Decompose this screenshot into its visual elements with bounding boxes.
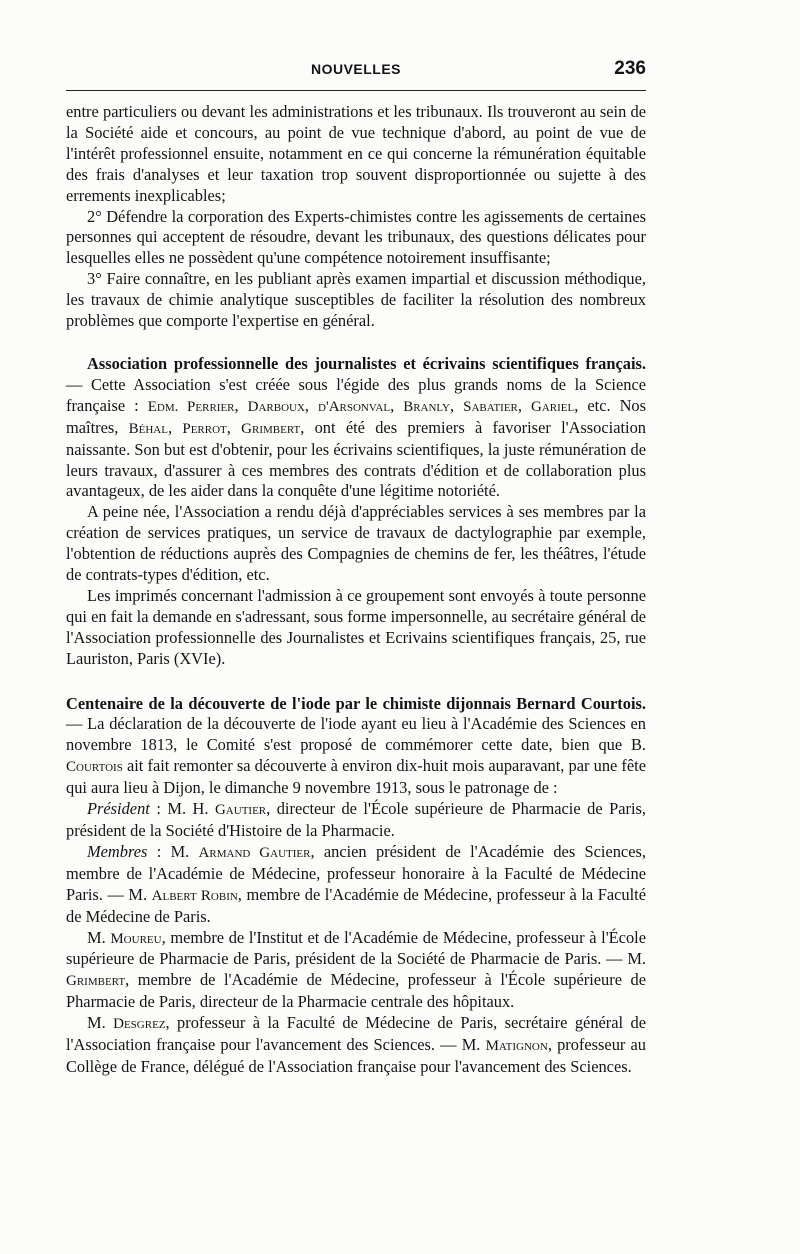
separator: , <box>234 395 248 415</box>
author-name: Moureu <box>110 930 162 947</box>
author-name: Perrot <box>182 420 227 437</box>
author-name: Edm. Perrier <box>147 398 235 415</box>
running-title: NOUVELLES <box>310 61 402 77</box>
separator: , <box>167 417 183 437</box>
moureu-paragraph <box>66 928 646 1014</box>
intro-paragraph-3: 3° Faire connaître, en les publiant après examen impartial et discussion méthodique, les travaux de chimie analytique susceptibles de faciliter la résolution des nombreux problèmes que comporte l'expertise en général. <box>66 269 646 331</box>
author-name: Gautier <box>214 802 267 819</box>
author-name: Albert Robin <box>151 887 238 904</box>
author-name: Gariel <box>531 398 575 415</box>
president-paragraph <box>66 799 646 842</box>
association-paragraph-2: A peine née, l'Association a rendu déjà d'appréciables services à ses membres par la création de services pratiques, un service de travaux de dactylographie par exemple, l'obtention de réductions auprès des Compagnies de chemins de fer, les théâtres, l'étude de contrats-types d'édition, etc. <box>66 502 646 585</box>
author-name: Darboux <box>247 398 305 415</box>
centenaire-text: , directeur de l'École supérieure de Pharmacie de Paris, président de la Société d'Histoire de la Pharmacie. <box>66 799 646 840</box>
separator: , <box>226 417 242 437</box>
separator: , <box>390 395 404 415</box>
association-text: — Cette Association s'est créée sous l'égide des plus grands noms de la Science française : <box>66 374 646 415</box>
author-name: Armand Gautier <box>198 844 311 861</box>
centenaire-text: , membre de l'Académie de Médecine, professeur à la Faculté de Médecine de Paris. <box>66 884 646 926</box>
association-paragraph-1 <box>66 354 646 502</box>
desgrez-paragraph <box>66 1013 646 1078</box>
separator: , <box>517 395 532 415</box>
centenaire-text: , professeur au Collège de France, délégué de l'Association française pour l'avancement des Sciences. <box>66 1035 646 1076</box>
author-name: Courtois <box>66 759 123 776</box>
author-name: Béhal <box>128 420 168 437</box>
page-header <box>66 58 646 86</box>
separator: , <box>304 395 319 415</box>
section-spacer <box>66 670 646 694</box>
author-name: Sabatier <box>463 398 518 415</box>
author-name: Grimbert <box>241 420 301 437</box>
body-text <box>66 102 646 1078</box>
author-name: Desgrez <box>113 1016 166 1033</box>
association-text: , ont été des premiers à favoriser l'Association naissante. Son but est d'obtenir, pour les écrivains scientifiques, la juste rémunération de leurs travaux, d'assurer à ces membres des contrats d'édition et de collaboration plus avantageux, de les aider dans la conquête d'une légitime notoriété. <box>66 417 646 501</box>
centenaire-text: , membre de l'Institut et de l'Académie de Médecine, professeur à l'École supérieure de Pharmacie de Paris, président de la Société de Pharmacie de Paris. — M. <box>66 927 646 969</box>
centenaire-text: — La déclaration de la découverte de l'iode ayant eu lieu à l'Académie des Sciences en novembre 1813, le Comité s'est proposé de commémorer cette date, bien que B. <box>66 714 646 755</box>
centenaire-text: M. <box>87 927 111 947</box>
page-number: 236 <box>614 58 646 79</box>
header-rule <box>66 90 646 91</box>
centenaire-text: , ancien président de l'Académie des Sciences, membre de l'Académie de Médecine, professeur honoraire à la Faculté de Médecine Paris. — M. <box>66 841 646 904</box>
centenaire-text: ait fait remonter sa découverte à environ dix-huit mois auparavant, par une fête qui aura lieu à Dijon, le dimanche 9 novembre 1913, sous le patronage de : <box>66 756 646 798</box>
section-spacer <box>66 332 646 354</box>
separator: , <box>449 395 464 415</box>
author-name: d'Arsonval <box>318 398 391 415</box>
association-heading: Association professionnelle des journalistes et écrivains scientifiques français. <box>87 353 646 373</box>
author-name: Matignon <box>485 1038 548 1055</box>
centenaire-text: , professeur à la Faculté de Médecine de Paris, secrétaire général de l'Association française pour l'avancement des Sciences. — M. <box>66 1013 646 1055</box>
association-text: , etc. Nos maîtres, <box>66 395 646 437</box>
author-name: Grimbert <box>66 973 126 990</box>
author-name: Branly <box>403 398 450 415</box>
intro-paragraph-1: entre particuliers ou devant les administrations et les tribunaux. Ils trouveront au sein de la Société aide et concours, au point de vue technique d'abord, au point de vue de l'intérêt professionnel ensuite, notamment en ce qui concerne la rémunération équitable des frais d'analyses et leur taxation trop souvent disproportionnée ou sujette à des errements inexplicables; <box>66 102 646 205</box>
president-label: Président <box>87 799 150 819</box>
membres-paragraph <box>66 842 646 928</box>
centenaire-paragraph-1 <box>66 694 646 800</box>
membres-label: Membres <box>87 841 148 861</box>
centenaire-text: M. <box>87 1013 114 1033</box>
centenaire-text: , membre de l'Académie de Médecine, professeur à l'École supérieure de Pharmacie de Paris, directeur de la Pharmacie centrale des hôpitaux. <box>66 970 646 1012</box>
centenaire-text: : M. <box>147 841 199 861</box>
centenaire-text: : M. H. <box>149 799 215 819</box>
centenaire-heading: Centenaire de la découverte de l'iode par le chimiste dijonnais Bernard Courtois. <box>66 693 646 713</box>
association-paragraph-3: Les imprimés concernant l'admission à ce groupement sont envoyés à toute personne qui en fait la demande en s'adressant, sous forme impersonnelle, au secrétaire général de l'Association professionnelle des Journalistes et Ecrivains scientifiques français, 25, rue Lauriston, Paris (XVIe). <box>66 585 646 668</box>
intro-paragraph-2: 2° Défendre la corporation des Experts-chimistes contre les agissements de certaines personnes qui acceptent de résoudre, devant les tribunaux, des questions délicates pour lesquelles elles ne possèdent qu'une compétence notoirement insuffisante; <box>66 206 646 268</box>
